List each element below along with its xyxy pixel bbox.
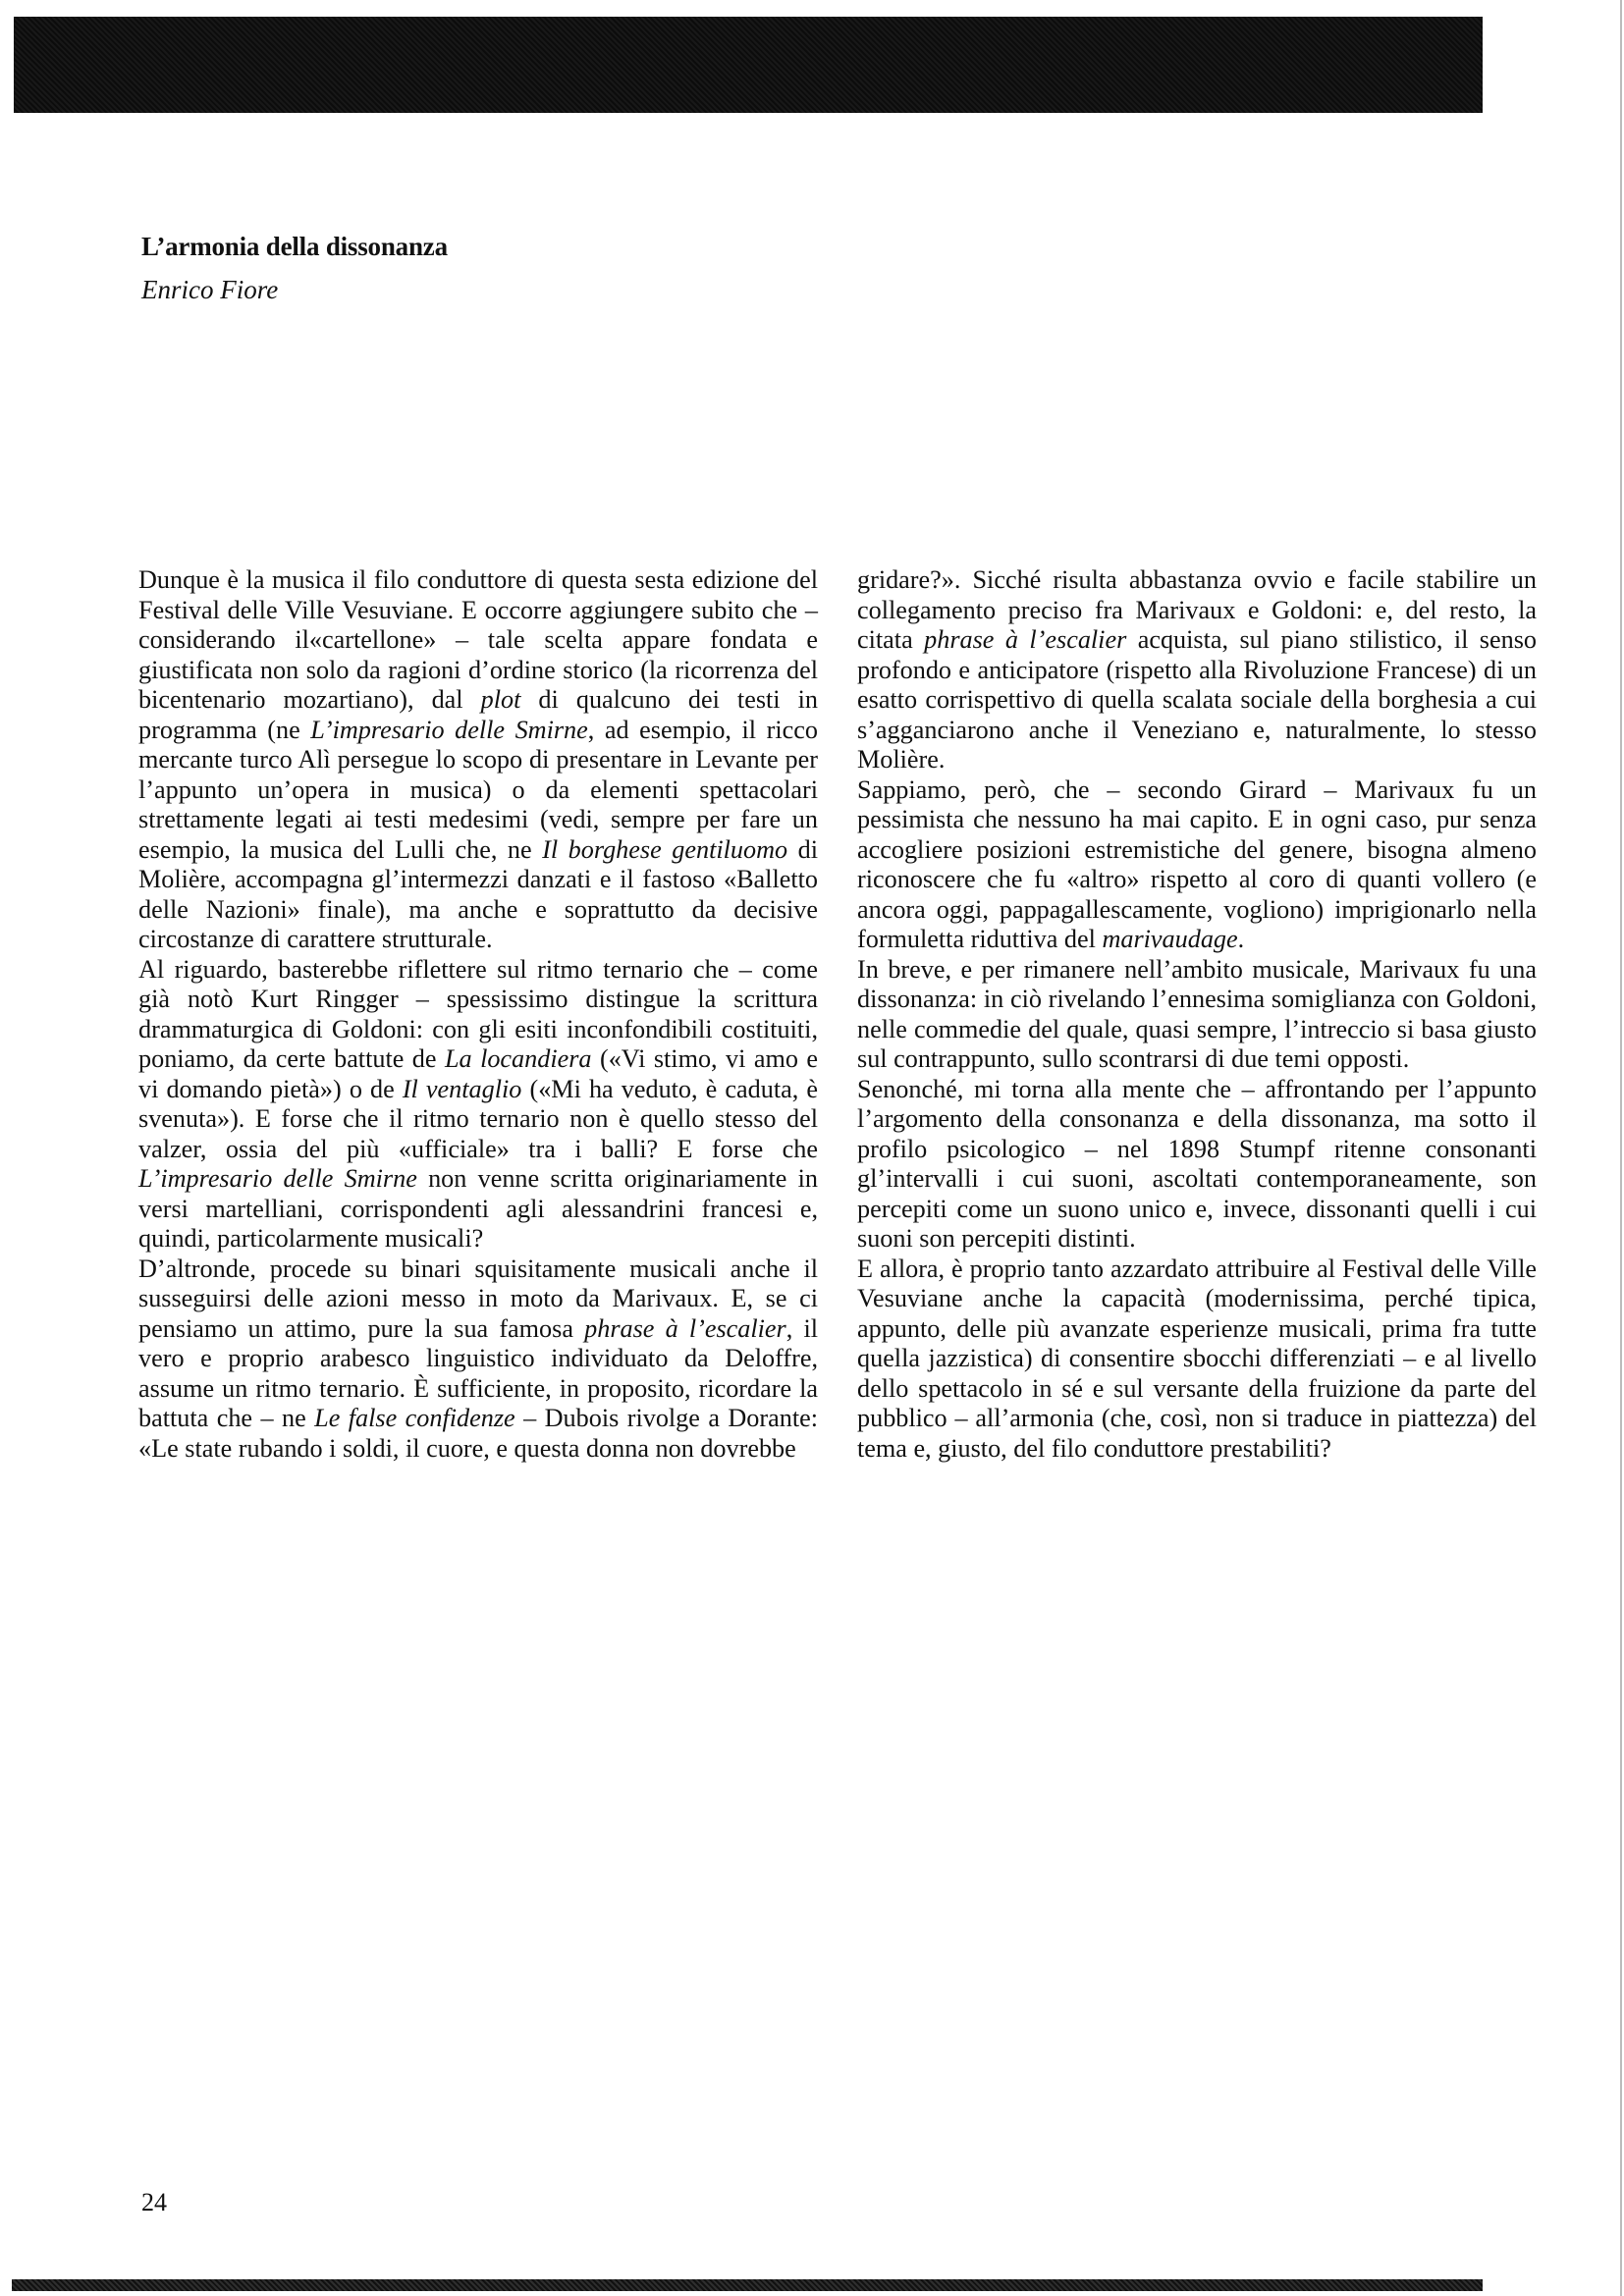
italic-text: phrase à l’escalier bbox=[924, 625, 1127, 654]
text: , il vero e proprio arabesco linguistico individuato da Deloffre, assume un ritmo ternario. È sufficiente, in proposito, ricordare la battuta che – ne bbox=[138, 1313, 818, 1432]
text: , ad esempio, il ricco mercante turco Alì persegue lo scopo di presentare in Levante per l’appunto un’opera in musica) o da elementi spettacolari strettamente legati ai testi medesimi (vedi, sempre per fare un esempio, la musica del Lulli che, ne bbox=[138, 715, 818, 864]
paragraph bbox=[857, 775, 1537, 955]
text: Sappiamo, però, che – secondo Girard – Marivaux fu un pessimista che nessuno ha mai capito. E in ogni caso, pur senza accogliere posizioni estremistiche del genere, bisogna almeno riconoscere che fu «altro» rispetto al coro di quanti vollero (e ancora oggi, pappagallescamente, vogliono) imprigionarlo nella formuletta riduttiva del bbox=[857, 774, 1537, 953]
page-edge-shadow bbox=[1620, 0, 1622, 2296]
text: («Mi ha veduto, è caduta, è svenuta»). E forse che il ritmo ternario non è quello stesso del valzer, ossia del più «ufficiale» tra i balli? E forse che bbox=[138, 1074, 818, 1163]
text: Dunque è la musica il filo conduttore di questa sesta edizione del Festival delle Ville Vesuviane. E occorre aggiungere subito che – considerando il«cartellone» – tale scelta appare fondata e giustificata non solo da ragioni d’ordine storico (la ricorrenza del bicentenario mozartiano), dal bbox=[138, 565, 818, 714]
header-decorative-band bbox=[14, 17, 1483, 113]
italic-text: L’impresario delle Smirne bbox=[138, 1164, 417, 1193]
italic-text: Le false confidenze bbox=[314, 1404, 515, 1432]
text: Senonché, mi torna alla mente che – affrontando per l’appunto l’argomento della consonanza e della dissonanza, ma sotto il profilo psicologico – nel 1898 Stumpf ritenne consonanti gl’intervalli i cui suoni, ascoltati contemporaneamente, son percepiti come un suono unico e, invece, dissonanti quelli i cui suoni son percepiti distinti. bbox=[857, 1074, 1537, 1253]
paragraph bbox=[857, 1255, 1537, 1465]
page-number: 24 bbox=[141, 2188, 167, 2216]
article-author: Enrico Fiore bbox=[141, 275, 279, 304]
italic-text: La locandiera bbox=[444, 1044, 592, 1073]
italic-text: Il borghese gentiluomo bbox=[542, 834, 788, 864]
paragraph bbox=[857, 955, 1537, 1075]
text: . bbox=[1237, 925, 1245, 953]
text: gridare?». Sicché risulta abbastanza ovvio e facile stabilire un collegamento preciso fra Marivaux e Goldoni: e, del resto, la citata bbox=[857, 565, 1537, 654]
italic-text: plot bbox=[480, 685, 521, 714]
italic-text: Il ventaglio bbox=[402, 1074, 522, 1103]
paragraph bbox=[857, 565, 1537, 775]
italic-text: phrase à l’escalier bbox=[584, 1313, 786, 1343]
text: Al riguardo, basterebbe riflettere sul ritmo ternario che – come già notò Kurt Ringger – spessissimo distingue la scrittura drammaturgica di Goldoni: con gli esiti inconfondibili costituiti, poniamo, da certe battute de bbox=[138, 954, 818, 1073]
text: D’altronde, procede su binari squisitamente musicali anche il susseguirsi delle azioni messo in moto da Marivaux. E, se ci pensiamo un attimo, pure la sua famosa bbox=[138, 1254, 818, 1343]
italic-text: marivaudage bbox=[1102, 925, 1238, 953]
text-column-right bbox=[857, 565, 1537, 1464]
paragraph bbox=[857, 1075, 1537, 1255]
italic-text: L’impresario delle Smirne bbox=[310, 715, 588, 744]
text: – Dubois rivolge a Dorante: «Le state rubando i soldi, il cuore, e questa donna non dovrebbe bbox=[138, 1404, 819, 1463]
text: acquista, sul piano stilistico, il senso profondo e anticipatore (rispetto alla Rivoluzione Francese) di un esatto corrispettivo di quella scalata sociale della borghesia a cui s’agganciarono anche il Veneziano e, naturalmente, lo stesso Molière. bbox=[857, 625, 1537, 774]
paragraph bbox=[138, 565, 818, 955]
paragraph bbox=[138, 1255, 818, 1465]
text: di qualcuno dei testi in programma (ne bbox=[138, 685, 818, 744]
text: E allora, è proprio tanto azzardato attribuire al Festival delle Ville Vesuviane anche la capacità (modernissima, perché tipica, appunto, delle più avanzate esperienze musicali, prima fra tutte quella jazzistica) di consentire sbocchi differenziati – e al livello dello spettacolo in sé e sul versante della fruizione da parte del pubblico – all’armonia (che, così, non si traduce in piattezza) del tema e, giusto, del filo conduttore prestabiliti? bbox=[857, 1254, 1537, 1463]
text: non venne scritta originariamente in versi martelliani, corrispondenti agli alessandrini francesi e, quindi, particolarmente musicali? bbox=[138, 1164, 818, 1253]
text: In breve, e per rimanere nell’ambito musicale, Marivaux fu una dissonanza: in ciò rivelando l’ennesima somiglianza con Goldoni, nelle commedie del quale, quasi sempre, l’intreccio si basa giusto sul contrappunto, sullo scontrarsi di due temi opposti. bbox=[857, 954, 1537, 1073]
paragraph bbox=[138, 955, 818, 1255]
text: («Vi stimo, vi amo e vi domando pietà») o de bbox=[138, 1044, 818, 1103]
footer-decorative-band bbox=[12, 2279, 1483, 2291]
text-column-left bbox=[138, 565, 818, 1464]
text: di Molière, accompagna gl’intermezzi danzati e il fastoso «Balletto delle Nazioni» finale), ma anche e soprattutto da decisive circostanze di carattere strutturale. bbox=[138, 834, 818, 953]
article-title: L’armonia della dissonanza bbox=[141, 232, 448, 261]
